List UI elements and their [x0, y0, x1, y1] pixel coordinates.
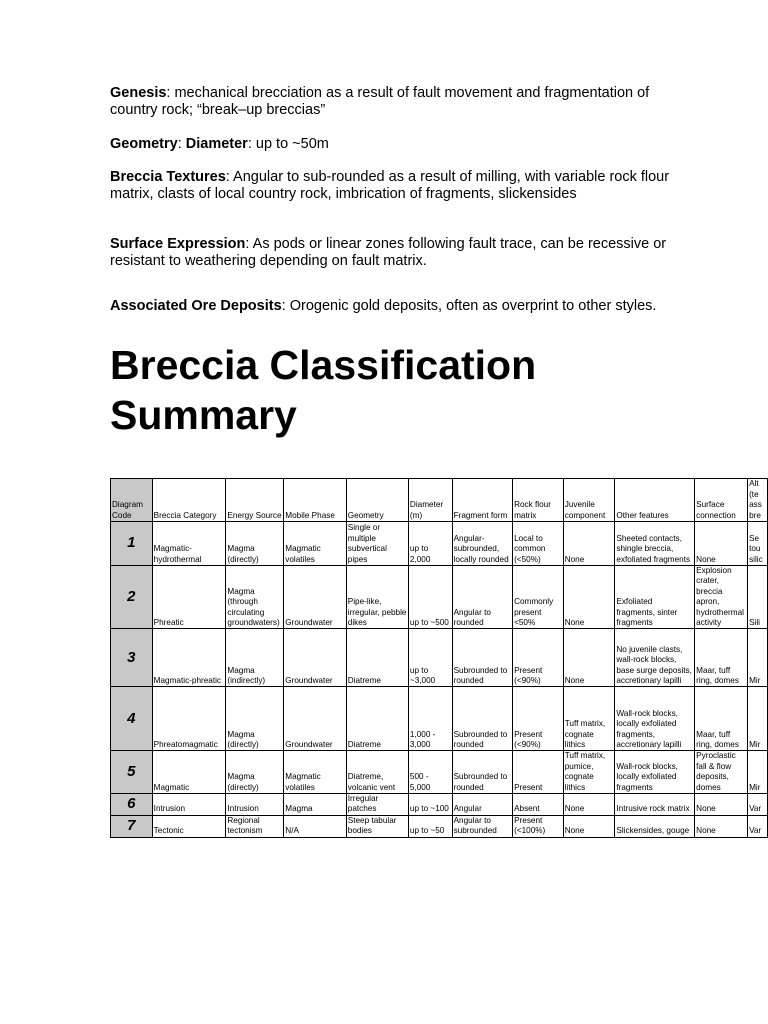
table-cell: Exfoliated fragments, sinter fragments — [615, 566, 695, 629]
table-cell: Pyroclastic fall & flow deposits, domes — [695, 751, 748, 794]
table-cell: Magmatic-phreatic — [152, 629, 226, 687]
table-cell: up to ~3,000 — [408, 629, 452, 687]
table-cell: Groundwater — [284, 629, 346, 687]
column-header: Energy Source — [226, 479, 284, 522]
table-cell: Single or multiple subvertical pipes — [346, 522, 408, 566]
diagram-code-cell: 7 — [111, 815, 153, 837]
breccia-classification-table — [110, 478, 768, 838]
column-header: Breccia Category — [152, 479, 226, 522]
table-cell: Subrounded to rounded — [452, 629, 512, 687]
column-header: Geometry — [346, 479, 408, 522]
table-cell: Pipe-like, irregular, pebble dikes — [346, 566, 408, 629]
table-cell: Absent — [513, 794, 564, 816]
table-row — [111, 751, 768, 794]
diagram-code-cell: 2 — [111, 566, 153, 629]
table-cell: Magmatic — [152, 751, 226, 794]
table-cell: Mir — [748, 629, 768, 687]
table-cell: Explosion crater, breccia apron, hydrothermal activity — [695, 566, 748, 629]
diagram-code-cell: 6 — [111, 794, 153, 816]
table-cell: Present — [513, 751, 564, 794]
table-cell: Angular-subrounded, locally rounded — [452, 522, 512, 566]
genesis-paragraph — [110, 85, 670, 119]
table-cell: Diatreme, volcanic vent — [346, 751, 408, 794]
table-cell: Maar, tuff ring, domes — [695, 629, 748, 687]
table-cell: Magma — [284, 794, 346, 816]
textures-label: Breccia Textures — [110, 169, 226, 185]
table-cell: None — [695, 522, 748, 566]
table-cell: Present (<100%) — [513, 815, 564, 837]
table-cell: Wall-rock blocks, locally exfoliated fragments — [615, 751, 695, 794]
diagram-code-cell: 1 — [111, 522, 153, 566]
table-cell: None — [695, 794, 748, 816]
table-cell: Groundwater — [284, 566, 346, 629]
table-cell: None — [563, 566, 615, 629]
table-cell: Subrounded to rounded — [452, 751, 512, 794]
table-row — [111, 687, 768, 751]
table-cell: Intrusion — [226, 794, 284, 816]
table-cell: Intrusive rock matrix — [615, 794, 695, 816]
column-header: Fragment form — [452, 479, 512, 522]
table-cell: Slickensides, gouge — [615, 815, 695, 837]
table-cell: Se tou silic — [748, 522, 768, 566]
table-cell: Var — [748, 815, 768, 837]
table-cell: Sili — [748, 566, 768, 629]
table-row — [111, 794, 768, 816]
genesis-text: : mechanical brecciation as a result of fault movement and fragmentation of country rock; “break–up breccias” — [110, 85, 650, 118]
genesis-label: Genesis — [110, 85, 167, 101]
ore-deposits-text: : Orogenic gold deposits, often as overprint to other styles. — [281, 298, 657, 314]
table-cell: 500 - 5,000 — [408, 751, 452, 794]
table-cell: Diatreme — [346, 687, 408, 751]
column-header: Mobile Phase — [284, 479, 346, 522]
textures-paragraph — [110, 169, 670, 203]
section-title: Breccia Classification Summary — [110, 342, 537, 438]
table-cell: Regional tectonism — [226, 815, 284, 837]
table-cell: None — [563, 815, 615, 837]
table-cell: Magma (directly) — [226, 751, 284, 794]
table-cell: Magma (through circulating groundwaters) — [226, 566, 284, 629]
table-cell: Subrounded to rounded — [452, 687, 512, 751]
table-cell: Magma (indirectly) — [226, 629, 284, 687]
ore-deposits-label: Associated Ore Deposits — [110, 298, 282, 314]
diameter-label: Diameter — [185, 136, 248, 152]
table-cell: Angular to subrounded — [452, 815, 512, 837]
table-cell: Present (<90%) — [513, 629, 564, 687]
table-cell: Sheeted contacts, shingle breccia, exfoliated fragments — [615, 522, 695, 566]
table-cell: Var — [748, 794, 768, 816]
table-cell: None — [563, 794, 615, 816]
table-cell: Magmatic volatiles — [284, 522, 346, 566]
column-header: Surface connection — [695, 479, 748, 522]
table-cell: Tuff matrix, pumice, cognate lithics — [563, 751, 615, 794]
table-row — [111, 566, 768, 629]
table-cell: Magma (directly) — [226, 522, 284, 566]
table-cell: Mir — [748, 751, 768, 794]
table-cell: None — [695, 815, 748, 837]
textures-text: : Angular to sub-rounded as a result of milling, with variable rock flour matrix, clasts of local country rock, imbrication of fragments, slickensides — [110, 169, 670, 202]
table-cell: No juvenile clasts, wall-rock blocks, base surge deposits, accretionary lapilli — [615, 629, 695, 687]
surface-expression-label: Surface Expression — [110, 236, 246, 252]
table-cell: up to ~50 — [408, 815, 452, 837]
diagram-code-cell: 3 — [111, 629, 153, 687]
column-header: Alt (te ass bre — [748, 479, 768, 522]
geometry-label: Geometry — [110, 136, 178, 152]
ore-deposits-paragraph — [110, 298, 670, 315]
table-cell: Maar, tuff ring, domes — [695, 687, 748, 751]
table-cell: Magma (directly) — [226, 687, 284, 751]
table-cell: Irregular patches — [346, 794, 408, 816]
table-cell: None — [563, 629, 615, 687]
column-header: Diagram Code — [111, 479, 153, 522]
table-cell: Groundwater — [284, 687, 346, 751]
table-header-row — [111, 479, 768, 522]
table-cell: up to ~500 — [408, 566, 452, 629]
column-header: Juvenile component — [563, 479, 615, 522]
table-cell: Intrusion — [152, 794, 226, 816]
table-cell: Mir — [748, 687, 768, 751]
geometry-text: : up to ~50m — [247, 136, 329, 152]
geometry-paragraph — [110, 136, 670, 153]
column-header: Diameter (m) — [408, 479, 452, 522]
geometry-separator: : — [177, 136, 186, 152]
table-cell: Steep tabular bodies — [346, 815, 408, 837]
table-cell: Phreatomagmatic — [152, 687, 226, 751]
table-cell: 1,000 - 3,000 — [408, 687, 452, 751]
surface-expression-paragraph — [110, 236, 670, 270]
table-cell: Magmatic volatiles — [284, 751, 346, 794]
table-cell: Commonly present <50% — [513, 566, 564, 629]
table-cell: Present (<90%) — [513, 687, 564, 751]
table-cell: Local to common (<50%) — [513, 522, 564, 566]
column-header: Rock flour matrix — [513, 479, 564, 522]
diagram-code-cell: 5 — [111, 751, 153, 794]
table-row — [111, 629, 768, 687]
table-cell: up to 2,000 — [408, 522, 452, 566]
table-cell: up to ~100 — [408, 794, 452, 816]
table-row — [111, 815, 768, 837]
table-cell: Angular — [452, 794, 512, 816]
column-header: Other features — [615, 479, 695, 522]
table-cell: Diatreme — [346, 629, 408, 687]
table-cell: Tuff matrix, cognate lithics — [563, 687, 615, 751]
surface-expression-text: : As pods or linear zones following fault trace, can be recessive or resistant to weathering depending on fault matrix. — [110, 236, 667, 269]
table-cell: Angular to rounded — [452, 566, 512, 629]
table-cell: Wall-rock blocks, locally exfoliated fragments, accretionary lapilli — [615, 687, 695, 751]
table-cell: None — [563, 522, 615, 566]
table-cell: Magmatic-hydrothermal — [152, 522, 226, 566]
table-cell: Phreatic — [152, 566, 226, 629]
table-body — [111, 522, 768, 838]
diagram-code-cell: 4 — [111, 687, 153, 751]
table-row — [111, 522, 768, 566]
table-cell: N/A — [284, 815, 346, 837]
table-cell: Tectonic — [152, 815, 226, 837]
